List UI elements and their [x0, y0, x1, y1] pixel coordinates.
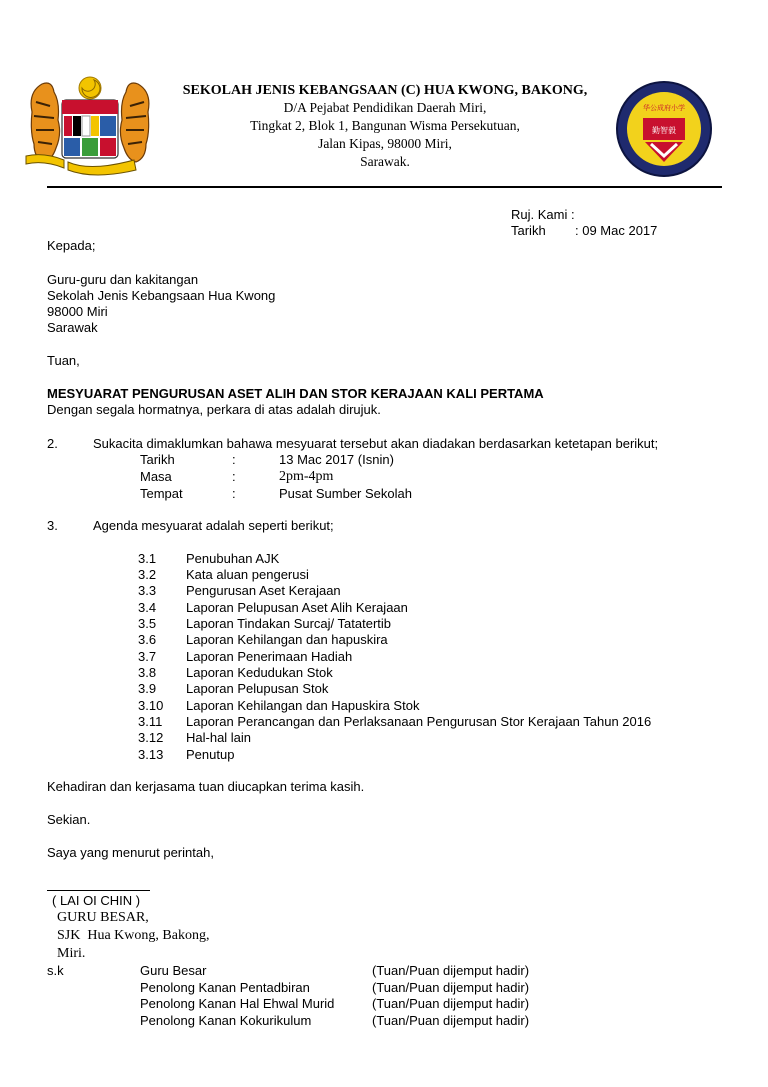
address-line-4: Sarawak. [360, 154, 410, 169]
agenda-number: 3.10 [138, 698, 164, 713]
malaysia-coat-of-arms-icon [24, 72, 156, 180]
salutation: Tuan, [47, 353, 80, 368]
agenda-item: Laporan Pelupusan Aset Alih Kerajaan [186, 600, 408, 615]
recipient-line-4: Sarawak [47, 320, 98, 335]
agenda-item: Laporan Kehilangan dan hapuskira [186, 632, 388, 647]
signatory-title: GURU BESAR, [57, 910, 149, 925]
closing-yours: Saya yang menurut perintah, [47, 845, 214, 860]
agenda-number: 3.7 [138, 649, 157, 664]
agenda-number: 3.3 [138, 583, 157, 598]
detail-label: Tarikh [140, 452, 175, 467]
tarikh-label: Tarikh [511, 223, 546, 238]
cc-recipient: Guru Besar [140, 963, 207, 978]
agenda-item: Pengurusan Aset Kerajaan [186, 583, 341, 598]
svg-text:华公成府小学: 华公成府小学 [643, 104, 685, 112]
recipient-line-1: Guru-guru dan kakitangan [47, 272, 199, 287]
cc-note: (Tuan/Puan dijemput hadir) [372, 1013, 530, 1028]
school-name: SEKOLAH JENIS KEBANGSAAN (C) HUA KWONG, BAKONG, [182, 83, 588, 98]
kepada: Kepada; [47, 238, 96, 253]
cc-recipient: Penolong Kanan Pentadbiran [140, 980, 310, 995]
agenda-item: Penutup [186, 747, 235, 762]
agenda-item: Laporan Kedudukan Stok [186, 665, 333, 680]
para2-text: Sukacita dimaklumkan bahawa mesyuarat tersebut akan diadakan berdasarkan ketetapan berikut; [93, 436, 659, 451]
subject-title: MESYUARAT PENGURUSAN ASET ALIH DAN STOR KERAJAAN KALI PERTAMA [47, 386, 544, 401]
recipient-line-3: 98000 Miri [47, 304, 108, 319]
closing-sekian: Sekian. [47, 812, 91, 827]
para3-text: Agenda mesyuarat adalah seperti berikut; [93, 518, 334, 533]
detail-value: 13 Mac 2017 (Isnin) [279, 452, 394, 467]
subject-intro: Dengan segala hormatnya, perkara di atas adalah dirujuk. [47, 402, 381, 417]
agenda-number: 3.1 [138, 551, 157, 566]
address-line-1: D/A Pejabat Pendidikan Daerah Miri, [283, 100, 487, 115]
agenda-item: Kata aluan pengerusi [186, 567, 309, 582]
ruj-kami-label: Ruj. Kami : [511, 207, 575, 222]
cc-note: (Tuan/Puan dijemput hadir) [372, 996, 530, 1011]
detail-sep: : [232, 452, 236, 467]
signatory-school: SJK Hua Kwong, Bakong, [57, 928, 210, 943]
cc-note: (Tuan/Puan dijemput hadir) [372, 980, 530, 995]
agenda-item: Laporan Kehilangan dan Hapuskira Stok [186, 698, 420, 713]
agenda-item: Laporan Pelupusan Stok [186, 681, 329, 696]
address-line-3: Jalan Kipas, 98000 Miri, [318, 136, 452, 151]
cc-recipient: Penolong Kanan Kokurikulum [140, 1013, 312, 1028]
agenda-number: 3.11 [138, 714, 163, 729]
agenda-item: Penubuhan AJK [186, 551, 280, 566]
para2-number: 2. [47, 436, 58, 451]
agenda-item: Laporan Tindakan Surcaj/ Tatatertib [186, 616, 392, 631]
para3-number: 3. [47, 518, 58, 533]
closing-thanks: Kehadiran dan kerjasama tuan diucapkan terima kasih. [47, 779, 365, 794]
agenda-number: 3.8 [138, 665, 157, 680]
detail-value: 2pm-4pm [279, 469, 334, 484]
detail-sep: : [232, 469, 236, 484]
agenda-item: Hal-hal lain [186, 730, 252, 745]
agenda-item: Laporan Penerimaan Hadiah [186, 649, 353, 664]
agenda-number: 3.4 [138, 600, 157, 615]
header-divider [47, 186, 722, 188]
cc-note: (Tuan/Puan dijemput hadir) [372, 963, 530, 978]
agenda-number: 3.6 [138, 632, 157, 647]
detail-sep: : [232, 486, 236, 501]
detail-label: Tempat [140, 486, 183, 501]
agenda-number: 3.9 [138, 681, 157, 696]
cc-recipient: Penolong Kanan Hal Ehwal Murid [140, 996, 335, 1011]
agenda-item: Laporan Perancangan dan Perlaksanaan Pengurusan Stor Kerajaan Tahun 2016 [186, 714, 652, 729]
agenda-number: 3.5 [138, 616, 157, 631]
address-line-2: Tingkat 2, Blok 1, Bangunan Wisma Persekutuan, [250, 118, 520, 133]
agenda-number: 3.13 [138, 747, 164, 762]
detail-label: Masa [140, 469, 172, 484]
recipient-line-2: Sekolah Jenis Kebangsaan Hua Kwong [47, 288, 276, 303]
svg-text:勤智毅: 勤智毅 [652, 126, 676, 135]
tarikh-value: : 09 Mac 2017 [575, 223, 658, 238]
agenda-number: 3.2 [138, 567, 157, 582]
signatory-name: ( LAI OI CHIN ) [52, 893, 141, 908]
signatory-town: Miri. [57, 946, 86, 961]
detail-value: Pusat Sumber Sekolah [279, 486, 412, 501]
agenda-number: 3.12 [138, 730, 164, 745]
signature-line [47, 890, 150, 891]
cc-label: s.k [47, 963, 64, 978]
